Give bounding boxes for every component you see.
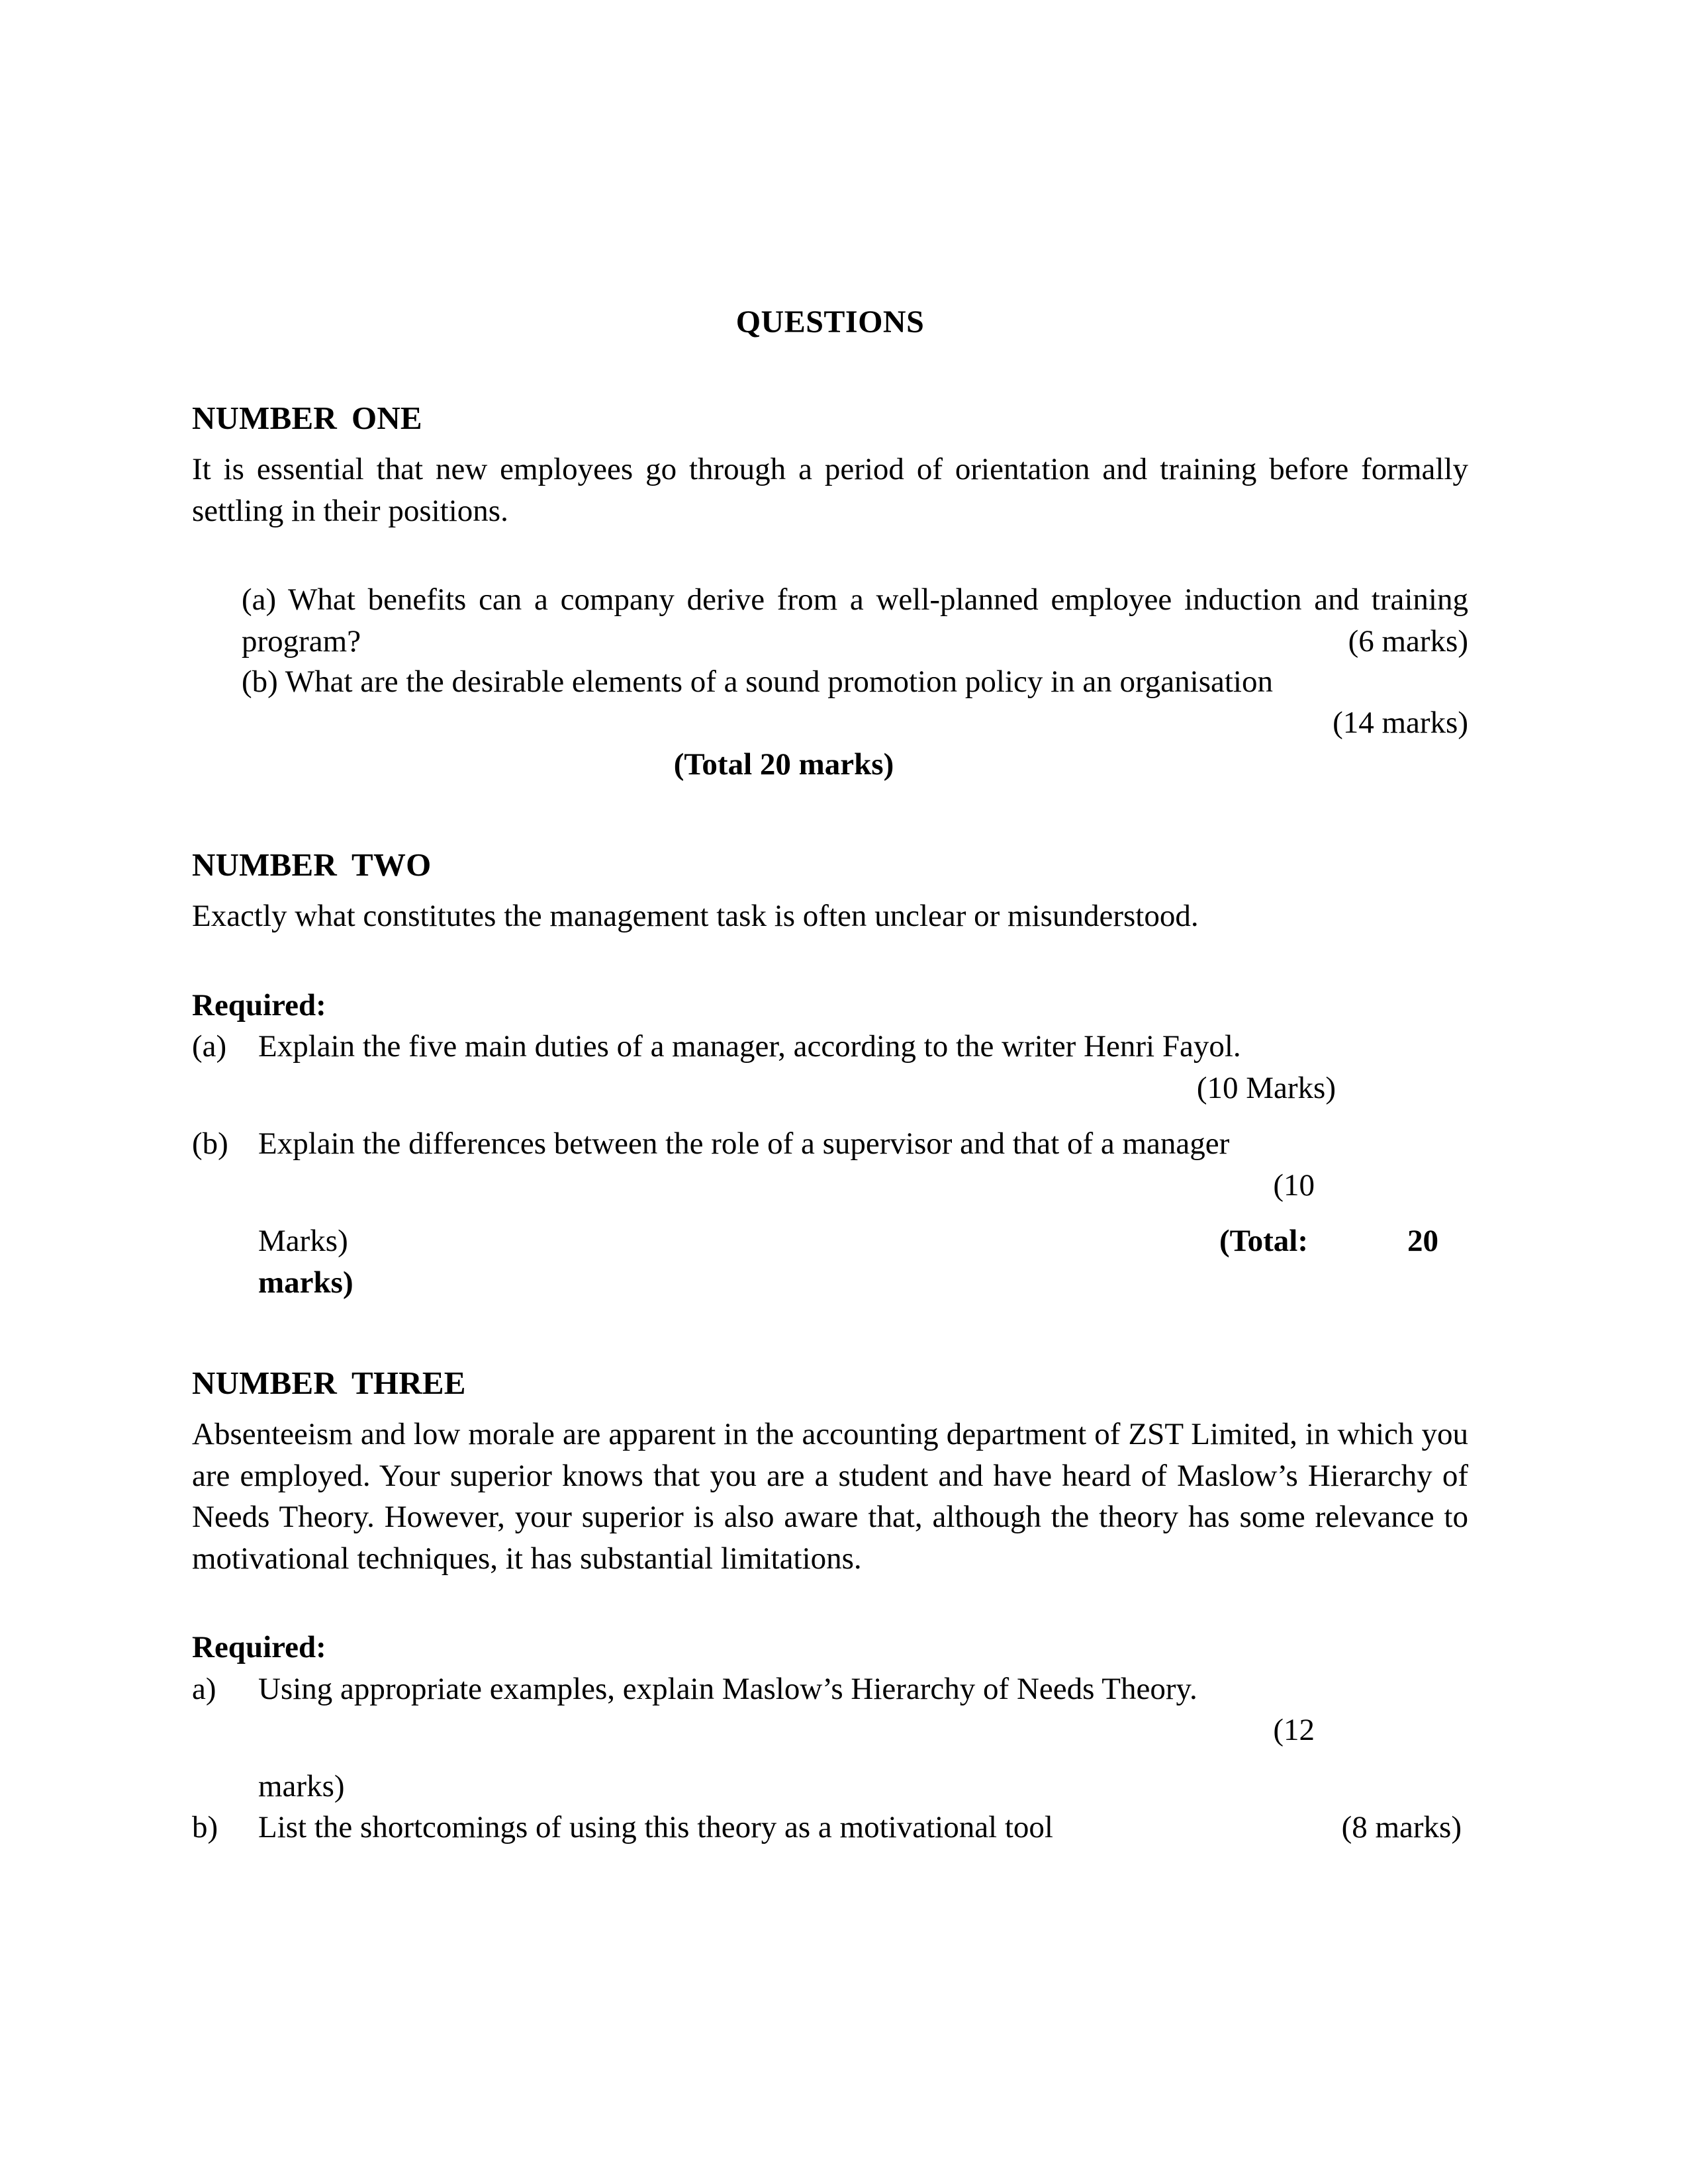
item-text: What benefits can a company derive from a well-planned employee induction and training program?: [242, 582, 1468, 659]
list-item: [192, 1668, 1468, 1710]
total-number: 20: [1407, 1224, 1438, 1258]
list-item: [242, 661, 1468, 703]
section-heading-number-three: [192, 1367, 1468, 1399]
section-heading-number-one: [192, 402, 1468, 434]
section-two-total-row: [192, 1220, 1468, 1262]
spacer: [192, 881, 1468, 895]
spacer: [192, 338, 1468, 402]
total-label: (Total:: [1219, 1224, 1308, 1258]
spacer: [192, 531, 1468, 579]
section-one-total: (Total 20 marks): [673, 747, 894, 782]
section-three-required-label: Required:: [192, 1630, 326, 1664]
spacer: [192, 1303, 1468, 1367]
item-marker: b): [192, 1810, 218, 1844]
section-heading-ordinal: TWO: [352, 846, 432, 883]
spacer: [192, 937, 1468, 985]
item-marker: (a): [192, 1029, 227, 1064]
marks-row: [242, 702, 1500, 744]
section-two-required-label: Required:: [192, 987, 326, 1023]
section-heading-word: NUMBER: [192, 846, 337, 883]
section-two-intro: Exactly what constitutes the management task is often unclear or misunderstood.: [192, 899, 1199, 933]
item-marker: (b): [242, 664, 278, 699]
section-one-question-list: [192, 579, 1468, 744]
section-heading-word: NUMBER: [192, 1365, 337, 1401]
section-heading-ordinal: THREE: [352, 1365, 466, 1401]
section-heading-word: NUMBER: [192, 400, 337, 436]
spacer: [192, 434, 1468, 449]
item-marks: (8 marks): [1341, 1810, 1462, 1844]
item-marks: (10 Marks): [1196, 1070, 1336, 1105]
item-marks-part-two: marks): [258, 1768, 345, 1803]
item-text: Using appropriate examples, explain Maslow’s Hierarchy of Needs Theory.: [258, 1671, 1197, 1706]
item-marks: (14 marks): [1333, 705, 1468, 740]
item-marks: (6 marks): [1348, 624, 1468, 659]
item-marker: (b): [192, 1126, 228, 1161]
spacer: [192, 1399, 1468, 1414]
document-text-column: [192, 0, 1468, 1848]
section-one-intro: It is essential that new employees go through a period of orientation and training before formally settling in their positions.: [192, 452, 1468, 528]
section-heading-number-two: [192, 848, 1468, 881]
item-text: Explain the differences between the role of a supervisor and that of a manager: [258, 1126, 1230, 1161]
item-marks-part-one: (12: [1273, 1713, 1315, 1747]
section-heading-ordinal: ONE: [352, 400, 422, 436]
item-marker: a): [192, 1671, 216, 1706]
spacer: [192, 1109, 1468, 1123]
spacer: [192, 1206, 1468, 1220]
item-marks-part-two: Marks): [258, 1224, 348, 1258]
total-gap: [1308, 1220, 1407, 1262]
item-text: Explain the five main duties of a manager, according to the writer Henri Fayol.: [258, 1029, 1241, 1064]
item-marker: (a): [242, 582, 277, 617]
item-text: List the shortcomings of using this theory as a motivational tool: [258, 1810, 1053, 1844]
list-item: [192, 1807, 1468, 1848]
list-item: [192, 1123, 1468, 1165]
spacer: [192, 1751, 1468, 1766]
marks-row: [242, 621, 1642, 662]
list-item: [192, 1026, 1468, 1068]
spacer: [192, 1579, 1468, 1627]
page-title: QUESTIONS: [735, 304, 925, 340]
section-two-total: [1219, 1220, 1468, 1262]
item-marks-part-one: (10: [1273, 1167, 1315, 1203]
section-two-total-tail: marks): [258, 1265, 353, 1300]
spacer: [192, 785, 1468, 848]
item-text: What are the desirable elements of a sound promotion policy in an organisation: [285, 664, 1273, 699]
section-three-intro: Absenteeism and low morale are apparent in the accounting department of ZST Limited, in which you are employed. Your superior knows that you are a student and have heard of Maslow’s Hierarchy of Needs Theory. However, your superior is also aware that, although the theory has some relevance to motivational techniques, it has substantial limitations.: [192, 1417, 1468, 1576]
